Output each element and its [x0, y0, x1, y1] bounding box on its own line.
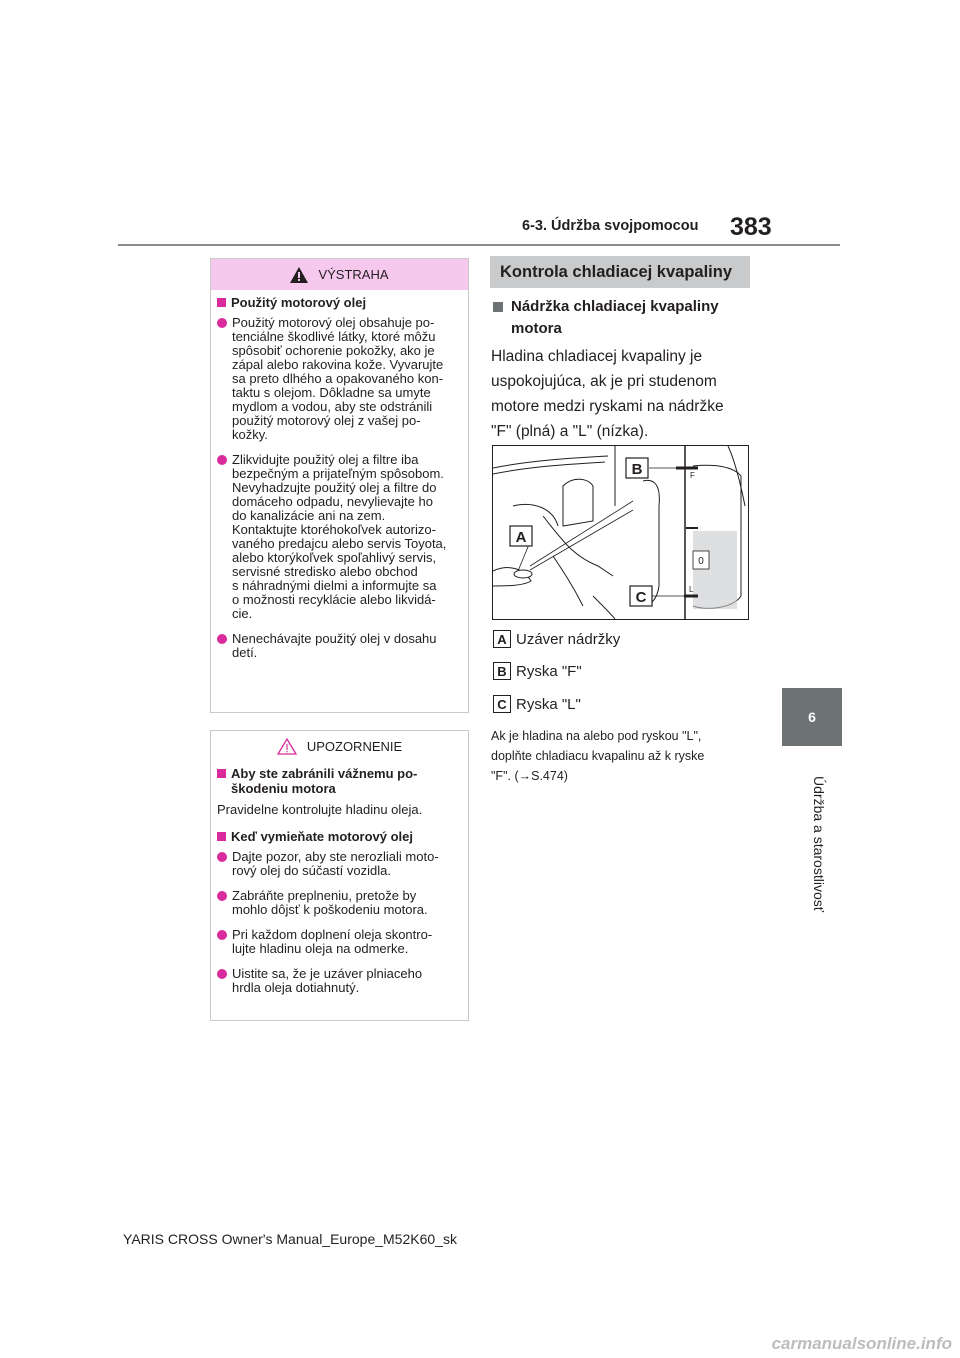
bullet-icon	[217, 634, 227, 644]
notice-box	[210, 730, 469, 1021]
l-mark-label: L	[689, 585, 694, 594]
caution-triangle-icon	[277, 738, 297, 755]
bullet-icon	[217, 969, 227, 979]
square-bullet-icon	[217, 832, 226, 841]
callout-a: A	[515, 529, 527, 546]
square-bullet-icon	[493, 302, 503, 312]
coolant-description: Hladina chladiacej kvapaliny je uspokojujúca, ak je pri studenom motore medzi ryskami na nádržke "F" (plná) a "L" (nízka).	[491, 348, 724, 440]
watermark: carmanualsonline.info	[771, 1334, 952, 1353]
notice-item: Pri každom doplnení oleja skontro- lujte hladinu oleja na odmerke.	[217, 928, 462, 956]
notice-text: Pravidelne kontrolujte hladinu oleja.	[217, 802, 423, 817]
section-title: Kontrola chladiacej kvapaliny	[490, 256, 750, 288]
legend-label-b: Ryska "F"	[516, 662, 582, 680]
running-header-section: 6-3. Údržba svojpomocou	[522, 218, 699, 234]
legend-label-c: Ryska "L"	[516, 695, 581, 713]
legend-item-c	[493, 695, 581, 713]
bullet-icon	[217, 852, 227, 862]
warning-item: Použitý motorový olej obsahuje po- tenciálne škodlivé látky, ktoré môžu spôsobiť ochorenie pokožky, ako je zápal alebo rakovina kože. Vyvarujte sa preto dlhého a opakovaného kon- taktu s olejom. Dôkladne sa umyte mydlom a vodou, aby ste odstránili použitý motorový olej z vašej po- kožky.	[217, 316, 462, 442]
chapter-side-title	[812, 756, 826, 916]
notice-header	[211, 731, 468, 761]
warning-item: Nenechávajte použitý olej v dosahu detí.	[217, 632, 462, 660]
coolant-reservoir-figure	[492, 445, 749, 620]
chapter-title: Údržba a starostlivosť	[811, 776, 827, 912]
legend-label-a: Uzáver nádržky	[516, 630, 621, 648]
chapter-number: 6	[808, 709, 816, 725]
footer-text: YARIS CROSS Owner's Manual_Europe_M52K60_sk	[123, 1231, 457, 1247]
bullet-icon	[217, 891, 227, 901]
notice-heading-2: Keď vymieňate motorový olej	[217, 829, 462, 844]
f-mark-label: F	[690, 471, 695, 480]
notice-heading-1: Aby ste zabránili vážnemu po- škodeniu motora	[217, 766, 462, 796]
notice-item: Uistite sa, že je uzáver plniaceho hrdla oleja dotiahnutý.	[217, 967, 462, 995]
notice-item: Dajte pozor, aby ste nerozliali moto- rový olej do súčastí vozidla.	[217, 850, 462, 878]
legend-key-c: C	[493, 695, 511, 713]
footer	[0, 1231, 960, 1247]
bullet-icon	[217, 930, 227, 940]
sub-heading: Nádržka chladiacej kvapaliny motora	[493, 296, 753, 340]
warning-box	[210, 258, 469, 713]
svg-text:0: 0	[698, 556, 704, 567]
bullet-icon	[217, 318, 227, 328]
callout-c: C	[635, 589, 647, 606]
warning-heading: Použitý motorový olej	[217, 295, 462, 310]
warning-title: VÝSTRAHA	[318, 267, 389, 282]
header-rule	[118, 244, 840, 246]
warning-header	[211, 259, 468, 290]
notice-item: Zabráňte preplneniu, pretože by mohlo dôjsť k poškodeniu motora.	[217, 889, 462, 917]
coolant-fluid	[693, 531, 737, 609]
legend-item-b	[493, 662, 582, 680]
legend-key-a: A	[493, 630, 511, 648]
notice-title: UPOZORNENIE	[306, 738, 403, 754]
square-bullet-icon	[217, 769, 226, 778]
legend-key-b: B	[493, 662, 511, 680]
callout-b: B	[631, 461, 643, 478]
refill-note: Ak je hladina na alebo pod ryskou "L", doplňte chladiacu kvapalinu až k ryske "F". (→S.474)	[491, 729, 705, 783]
chapter-tab	[782, 688, 842, 746]
legend-item-a	[493, 630, 620, 648]
bullet-icon	[217, 455, 227, 465]
warning-item: Zlikvidujte použitý olej a filtre iba bezpečným a prijateľným spôsobom. Nevyhadzujte použitý olej a filtre do domáceho odpadu, nevylievajte ho do kanalizácie ani na zem. Kontaktujte ktoréhokoľvek autorizo- vaného predajcu alebo servis Toyota, alebo ktorýkoľvek spoľahlivý servis, servisné stredisko alebo obchod s náhradnými dielmi a informujte sa o možnosti recyklácie alebo likvidá- cie.	[217, 453, 462, 621]
warning-triangle-icon	[290, 267, 308, 283]
reservoir-illustration	[493, 446, 748, 619]
square-bullet-icon	[217, 298, 226, 307]
page-number: 383	[730, 213, 772, 241]
